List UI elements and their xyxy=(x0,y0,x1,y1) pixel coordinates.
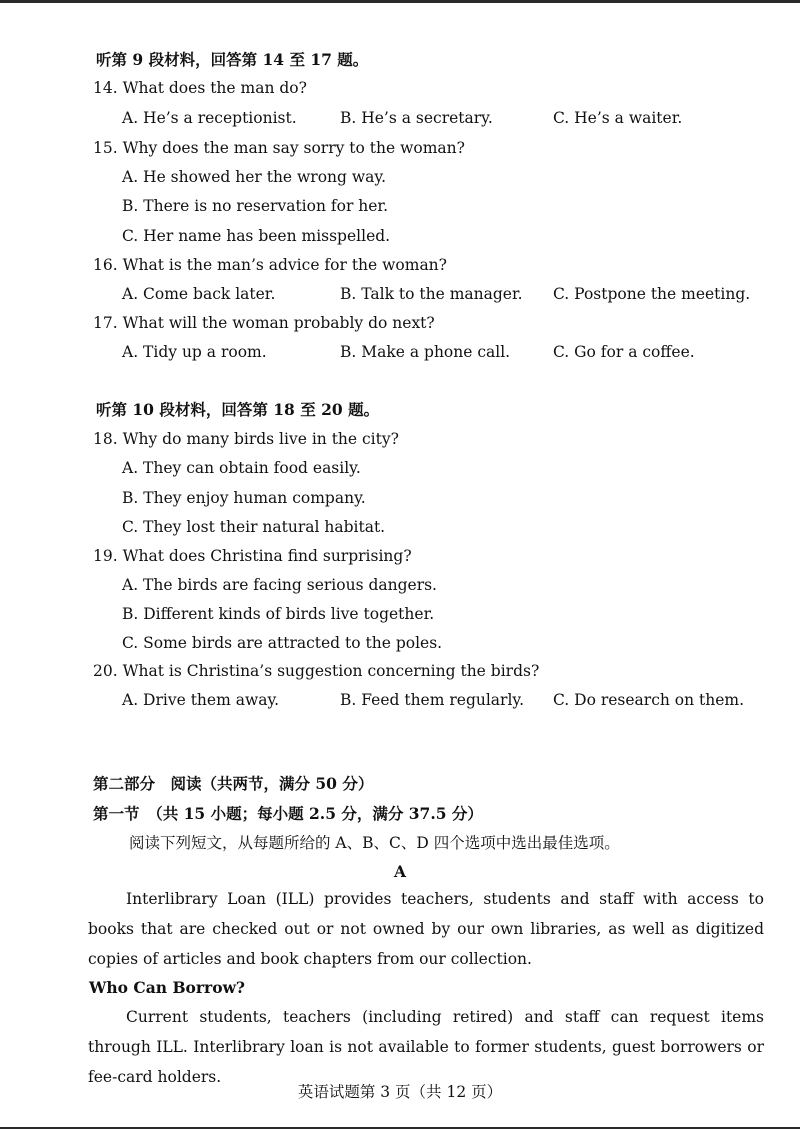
question-20: 20. What is Christina’s suggestion concerning the birds? xyxy=(93,662,540,680)
section-10-heading: 听第 10 段材料，回答第 18 至 20 题。 xyxy=(96,400,380,419)
q15-option-b: B. There is no reservation for her. xyxy=(122,197,389,215)
question-15: 15. Why does the man say sorry to the woman? xyxy=(93,139,465,157)
passage-label: A xyxy=(393,862,407,881)
q16-option-a: A. Come back later. xyxy=(122,285,276,303)
q18-option-b: B. They enjoy human company. xyxy=(122,489,366,507)
q14-option-b: B. He’s a secretary. xyxy=(340,109,493,127)
q20-option-b: B. Feed them regularly. xyxy=(340,691,525,709)
section-1-title: 第一节 （共 15 小题；每小题 2.5 分，满分 37.5 分） xyxy=(93,804,483,823)
who-can-borrow-heading: Who Can Borrow? xyxy=(89,978,245,997)
q17-option-c: C. Go for a coffee. xyxy=(553,343,695,361)
q17-option-b: B. Make a phone call. xyxy=(340,343,511,361)
q17-option-a: A. Tidy up a room. xyxy=(122,343,267,361)
q19-option-c: C. Some birds are attracted to the poles. xyxy=(122,634,443,652)
q19-option-a: A. The birds are facing serious dangers. xyxy=(122,576,437,594)
paragraph-2: Current students, teachers (including retired) and staff can request items through ILL. Interlibrary loan is not available to former students, guest borrowers or fee-card holders. xyxy=(88,1008,764,1086)
q19-option-b: B. Different kinds of birds live together. xyxy=(122,605,435,623)
paragraph-1: Interlibrary Loan (ILL) provides teachers, students and staff with access to books that are checked out or not owned by our own libraries, as well as digitized copies of articles and book chapters from our collection. xyxy=(88,890,764,968)
reading-instruction: 阅读下列短文，从每题所给的 A、B、C、D 四个选项中选出最佳选项。 xyxy=(129,834,620,852)
top-rule xyxy=(0,0,800,3)
section-9-heading: 听第 9 段材料，回答第 14 至 17 题。 xyxy=(96,50,369,69)
q14-option-c: C. He’s a waiter. xyxy=(553,109,683,127)
q16-option-c: C. Postpone the meeting. xyxy=(553,285,751,303)
bottom-rule xyxy=(0,1127,800,1129)
question-18: 18. Why do many birds live in the city? xyxy=(93,430,399,448)
q20-option-c: C. Do research on them. xyxy=(553,691,745,709)
q18-option-a: A. They can obtain food easily. xyxy=(122,459,361,477)
part-2-title: 第二部分 阅读（共两节，满分 50 分） xyxy=(93,774,374,793)
q15-option-a: A. He showed her the wrong way. xyxy=(122,168,386,186)
q18-option-c: C. They lost their natural habitat. xyxy=(122,518,386,536)
page-footer: 英语试题第 3 页（共 12 页） xyxy=(297,1083,503,1101)
question-19: 19. What does Christina find surprising? xyxy=(93,547,412,565)
q16-option-b: B. Talk to the manager. xyxy=(340,285,523,303)
q14-option-a: A. He’s a receptionist. xyxy=(122,109,297,127)
q20-option-a: A. Drive them away. xyxy=(122,691,280,709)
question-16: 16. What is the man’s advice for the woman? xyxy=(93,256,447,274)
q15-option-c: C. Her name has been misspelled. xyxy=(122,227,391,245)
question-17: 17. What will the woman probably do next? xyxy=(93,314,435,332)
question-14: 14. What does the man do? xyxy=(93,79,307,97)
